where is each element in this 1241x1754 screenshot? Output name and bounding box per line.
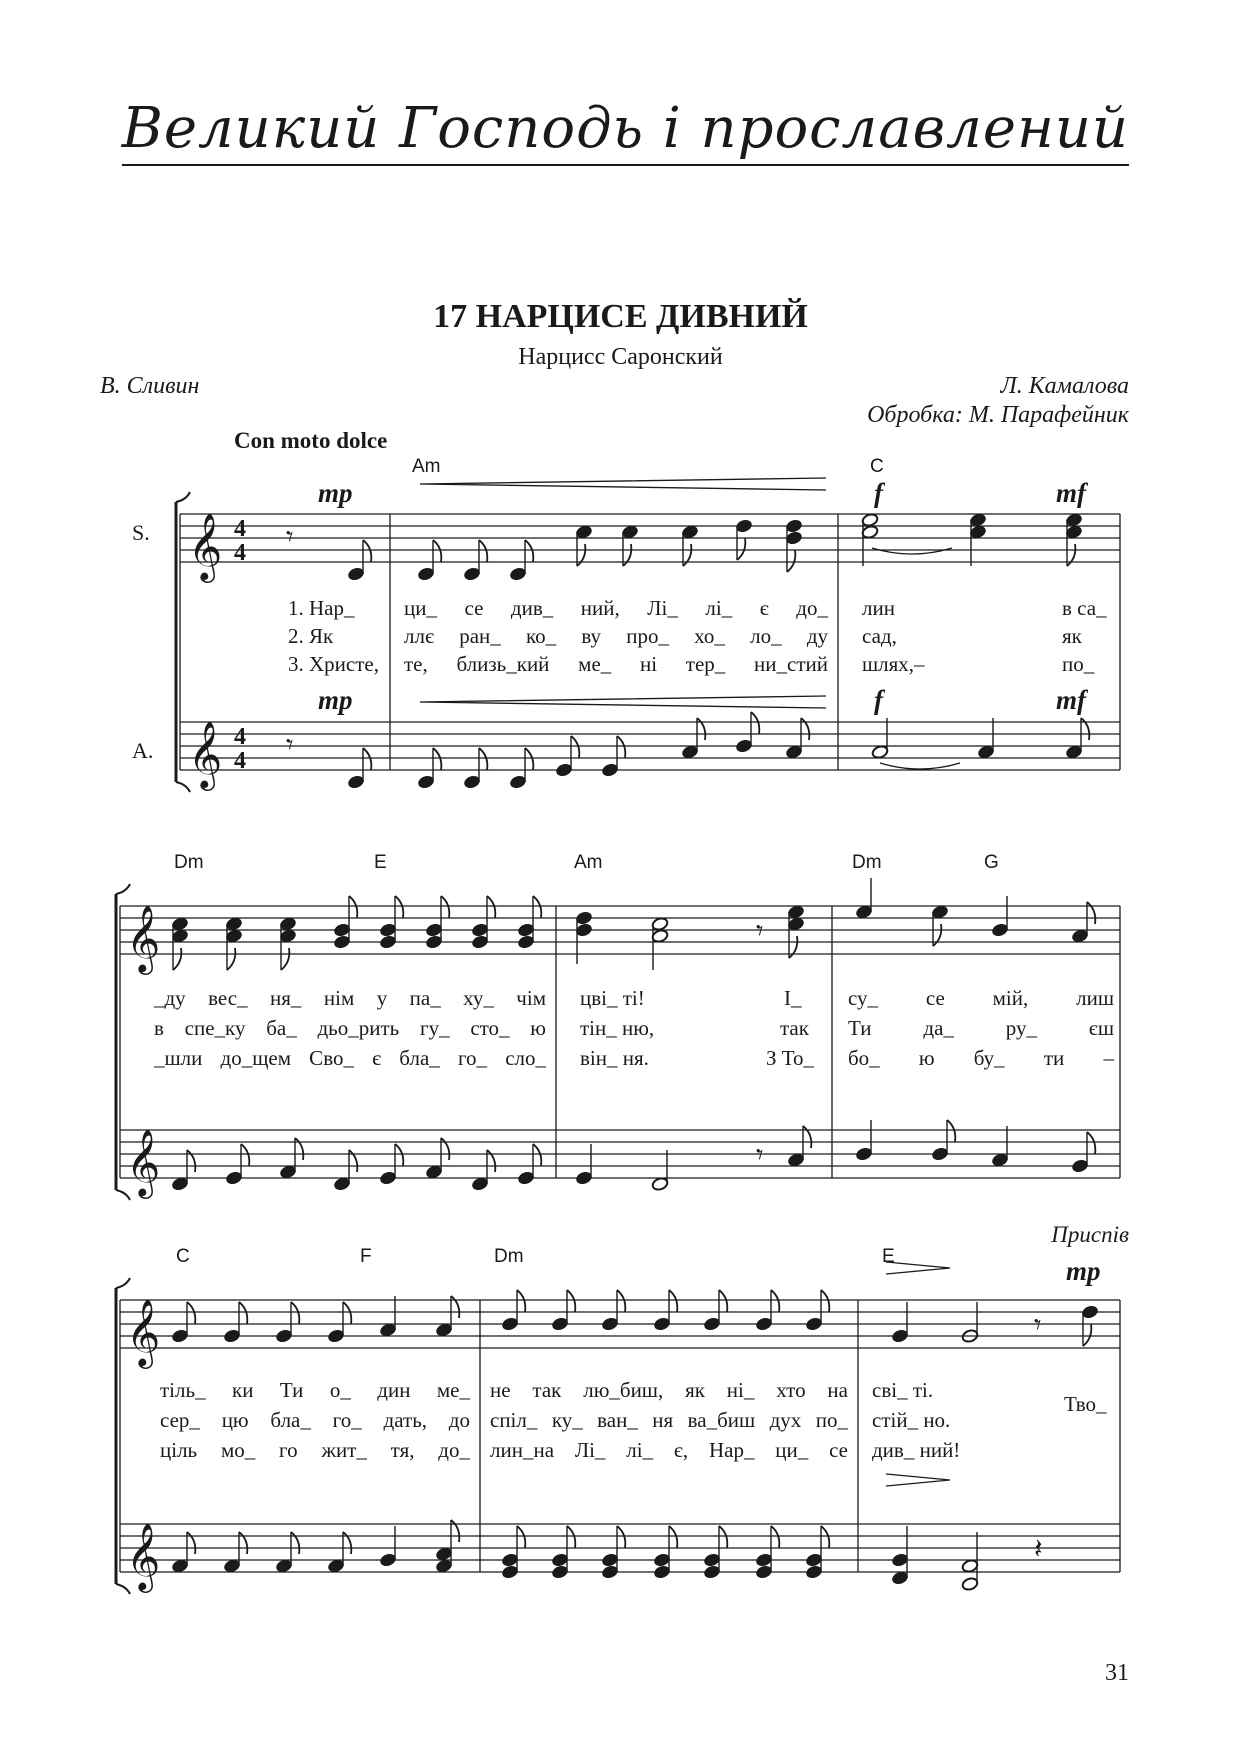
- note-head: [601, 1565, 619, 1580]
- lyric-line: су_ се мій, лиш: [848, 986, 1114, 1010]
- note-head: [435, 1323, 453, 1338]
- note-head: [225, 1171, 243, 1186]
- note-flag: [737, 538, 745, 560]
- note-head: [275, 1559, 293, 1574]
- note-flag: [821, 1290, 829, 1312]
- refrain-label: Приспів: [1051, 1222, 1129, 1247]
- note-flag: [433, 748, 441, 770]
- note-head: [471, 923, 489, 938]
- note-flag: [577, 544, 585, 566]
- note-head: [969, 525, 987, 540]
- note-head: [379, 1323, 397, 1338]
- chord-symbol: E: [882, 1246, 895, 1267]
- note-flag: [669, 1526, 677, 1548]
- eighth-rest-icon: 𝄾: [286, 730, 294, 761]
- note-flag: [343, 1302, 351, 1324]
- lyric-line: бо_ ю бу_ ти –: [848, 1046, 1114, 1070]
- dynamic-marking: f: [874, 478, 883, 508]
- lyric-line: тіль_ ки Ти о_ дин ме_: [160, 1378, 470, 1402]
- note-flag: [1083, 1324, 1091, 1346]
- lyric-line: цві_ ті!: [580, 986, 645, 1010]
- treble-clef-icon: 𝄞: [126, 1524, 161, 1589]
- note-flag: [227, 948, 235, 970]
- note-head: [333, 1177, 351, 1192]
- note-head: [379, 935, 397, 950]
- alto-label: A.: [132, 738, 154, 763]
- note-head: [755, 1553, 773, 1568]
- note-flag: [395, 1144, 403, 1166]
- note-flag: [187, 1302, 195, 1324]
- note-head: [861, 513, 879, 528]
- note-flag: [441, 896, 449, 918]
- note-flag: [239, 1302, 247, 1324]
- note-head: [735, 739, 753, 754]
- note-head: [501, 1553, 519, 1568]
- note-head: [977, 745, 995, 760]
- note-head: [327, 1559, 345, 1574]
- note-head: [1065, 745, 1083, 760]
- lyric-line: лин_на Лі_ лі_ є, Нар_ ци_ се: [490, 1438, 848, 1462]
- note-flag: [433, 540, 441, 562]
- treble-clef-icon: 𝄞: [126, 1300, 161, 1365]
- note-flag: [295, 1138, 303, 1160]
- note-flag: [533, 1144, 541, 1166]
- lyric-line: в спе_ку ба_ дьо_рить гу_ сто_ ю: [154, 1016, 546, 1040]
- dynamic-marking: f: [874, 685, 883, 715]
- note-flag: [617, 736, 625, 758]
- note-head: [931, 905, 949, 920]
- note-head: [871, 745, 889, 760]
- tie: [872, 548, 952, 554]
- note-flag: [787, 550, 795, 572]
- note-head: [787, 917, 805, 932]
- note-flag: [187, 1532, 195, 1554]
- note-head: [517, 935, 535, 950]
- note-head: [961, 1577, 979, 1592]
- note-head: [735, 519, 753, 534]
- note-head: [891, 1553, 909, 1568]
- note-head: [787, 1153, 805, 1168]
- note-head: [785, 531, 803, 546]
- tie: [880, 763, 960, 769]
- note-flag: [451, 1296, 459, 1318]
- lyric-line: так: [780, 1016, 809, 1040]
- note-flag: [451, 1520, 459, 1542]
- note-flag: [343, 1532, 351, 1554]
- note-flag: [697, 718, 705, 740]
- note-head: [1065, 513, 1083, 528]
- note-head: [755, 1317, 773, 1332]
- lyric-line: лин: [862, 596, 895, 620]
- note-head: [225, 929, 243, 944]
- note-head: [575, 923, 593, 938]
- note-head: [681, 525, 699, 540]
- note-head: [785, 519, 803, 534]
- note-head: [855, 1147, 873, 1162]
- note-head: [805, 1565, 823, 1580]
- note-head: [171, 1329, 189, 1344]
- note-head: [575, 1171, 593, 1186]
- lyric-line: стій_ но.: [872, 1408, 951, 1432]
- note-head: [703, 1553, 721, 1568]
- book-title: Великий Господь і прославлений: [122, 98, 1129, 166]
- note-head: [509, 775, 527, 790]
- dynamic-marking: mp: [1066, 1256, 1101, 1286]
- song-title: 17 НАРЦИСЕ ДИВНИЙ: [433, 298, 808, 335]
- note-flag: [801, 718, 809, 740]
- dynamic-marking: mp: [318, 478, 353, 508]
- note-head: [785, 745, 803, 760]
- note-head: [601, 1317, 619, 1332]
- tempo-marking: Con moto dolce: [234, 428, 388, 453]
- note-head: [223, 1329, 241, 1344]
- chord-symbol: C: [176, 1246, 190, 1267]
- note-head: [171, 1559, 189, 1574]
- note-flag: [789, 936, 797, 958]
- note-flag: [719, 1526, 727, 1548]
- note-head: [555, 763, 573, 778]
- eighth-rest-icon: 𝄾: [286, 522, 294, 553]
- note-head: [171, 1177, 189, 1192]
- note-head: [425, 935, 443, 950]
- note-head: [681, 745, 699, 760]
- note-flag: [363, 540, 371, 562]
- lyric-line: сер_ цю бла_ го_ дать, до: [160, 1408, 470, 1432]
- lyric-line: те, близь_кий ме_ ні тер_ ни_стий: [404, 652, 828, 676]
- note-head: [417, 567, 435, 582]
- note-head: [703, 1317, 721, 1332]
- note-flag: [517, 1526, 525, 1548]
- note-flag: [947, 1120, 955, 1142]
- note-flag: [617, 1290, 625, 1312]
- lyric-line: тін_ ню,: [580, 1016, 655, 1040]
- note-head: [517, 923, 535, 938]
- note-head: [931, 1147, 949, 1162]
- note-head: [651, 929, 669, 944]
- note-head: [653, 1553, 671, 1568]
- note-flag: [363, 748, 371, 770]
- note-flag: [623, 544, 631, 566]
- note-flag: [487, 896, 495, 918]
- chord-symbol: Dm: [494, 1246, 524, 1267]
- note-head: [509, 567, 527, 582]
- note-head: [333, 923, 351, 938]
- note-head: [171, 929, 189, 944]
- lyric-line: З То_: [766, 1046, 815, 1070]
- lyric-line: спіл_ ку_ ван_ ня ва_биш дух по_: [490, 1408, 848, 1432]
- eighth-rest-icon: 𝄾: [1034, 1310, 1042, 1341]
- note-head: [861, 525, 879, 540]
- arranger: Обробка: М. Парафейник: [867, 402, 1129, 428]
- note-flag: [821, 1526, 829, 1548]
- note-flag: [933, 924, 941, 946]
- note-head: [651, 917, 669, 932]
- note-flag: [567, 1290, 575, 1312]
- chord-symbol: Dm: [174, 852, 204, 873]
- note-head: [891, 1571, 909, 1586]
- eighth-rest-icon: 𝄾: [756, 1140, 764, 1171]
- time-signature-top: 4: [234, 516, 246, 542]
- lyric-line: 1. Нар_: [288, 596, 355, 620]
- note-head: [969, 513, 987, 528]
- quarter-rest-icon: 𝄽: [1034, 1534, 1043, 1565]
- chord-symbol: F: [360, 1246, 372, 1267]
- note-head: [703, 1565, 721, 1580]
- note-head: [805, 1317, 823, 1332]
- note-flag: [771, 1526, 779, 1548]
- page-number: 31: [1105, 1660, 1129, 1686]
- note-head: [171, 917, 189, 932]
- note-flag: [571, 736, 579, 758]
- note-flag: [1087, 1132, 1095, 1154]
- note-flag: [281, 948, 289, 970]
- note-flag: [291, 1532, 299, 1554]
- note-head: [225, 917, 243, 932]
- treble-clef-icon: 𝄞: [126, 1130, 161, 1195]
- lyric-line: Ти да_ ру_ єш: [848, 1016, 1114, 1040]
- note-head: [551, 1317, 569, 1332]
- chord-symbol: E: [374, 852, 387, 873]
- lyric-line: сад,: [862, 624, 897, 648]
- note-head: [471, 935, 489, 950]
- lyric-line: він_ ня.: [580, 1046, 649, 1070]
- note-head: [501, 1317, 519, 1332]
- note-head: [275, 1329, 293, 1344]
- note-head: [891, 1329, 909, 1344]
- chord-symbol: Am: [412, 456, 441, 477]
- note-head: [787, 905, 805, 920]
- note-head: [1065, 525, 1083, 540]
- dynamic-marking: mf: [1056, 685, 1086, 715]
- time-signature-top: 4: [234, 724, 246, 750]
- note-flag: [567, 1526, 575, 1548]
- note-head: [435, 1559, 453, 1574]
- note-head: [551, 1553, 569, 1568]
- note-flag: [241, 1144, 249, 1166]
- note-flag: [479, 540, 487, 562]
- note-head: [651, 1177, 669, 1192]
- note-flag: [291, 1302, 299, 1324]
- note-flag: [803, 1126, 811, 1148]
- note-flag: [525, 748, 533, 770]
- note-head: [501, 1565, 519, 1580]
- note-head: [279, 1165, 297, 1180]
- note-head: [463, 567, 481, 582]
- note-flag: [751, 712, 759, 734]
- note-flag: [441, 1138, 449, 1160]
- chord-symbol: Dm: [852, 852, 882, 873]
- lyric-line: в са_: [1062, 596, 1107, 620]
- note-head: [425, 1165, 443, 1180]
- note-head: [991, 1153, 1009, 1168]
- note-flag: [771, 1290, 779, 1312]
- lyric-line: ци_ се див_ ний, Лі_ лі_ є до_: [404, 596, 828, 620]
- note-head: [1071, 929, 1089, 944]
- note-head: [575, 525, 593, 540]
- note-head: [991, 923, 1009, 938]
- note-flag: [1081, 718, 1089, 740]
- chord-symbol: G: [984, 852, 999, 873]
- treble-clef-icon: 𝄞: [126, 906, 161, 971]
- lyric-line: шлях,–: [862, 652, 925, 676]
- note-head: [961, 1559, 979, 1574]
- lyricist: В. Сливин: [100, 373, 200, 399]
- note-flag: [395, 896, 403, 918]
- soprano-label: S.: [132, 520, 150, 545]
- lyric-line: сві_ ті.: [872, 1378, 934, 1402]
- lyric-line: по_: [1062, 652, 1095, 676]
- note-flag: [533, 896, 541, 918]
- note-flag: [349, 896, 357, 918]
- chord-symbol: Am: [574, 852, 603, 873]
- note-flag: [683, 544, 691, 566]
- lyric-line: не так лю_биш, як ні_ хто на: [490, 1378, 848, 1402]
- note-head: [223, 1559, 241, 1574]
- lyric-line: як: [1062, 624, 1082, 648]
- note-head: [435, 1547, 453, 1562]
- note-head: [425, 923, 443, 938]
- note-flag: [525, 540, 533, 562]
- note-flag: [487, 1150, 495, 1172]
- composer: Л. Камалова: [1000, 373, 1129, 399]
- song-subtitle: Нарцисс Саронский: [518, 344, 723, 370]
- lyric-line: 2. Як: [288, 624, 334, 648]
- lyric-line: 3. Христе,: [288, 652, 379, 676]
- note-head: [1071, 1159, 1089, 1174]
- treble-clef-icon: 𝄞: [188, 722, 223, 787]
- note-head: [379, 1171, 397, 1186]
- note-head: [347, 567, 365, 582]
- lyric-line: ллє ран_ ко_ ву про_ хо_ ло_ ду: [404, 624, 828, 648]
- note-flag: [1087, 902, 1095, 924]
- note-head: [417, 775, 435, 790]
- note-head: [601, 763, 619, 778]
- note-flag: [239, 1532, 247, 1554]
- note-head: [279, 917, 297, 932]
- note-head: [551, 1565, 569, 1580]
- note-flag: [719, 1290, 727, 1312]
- note-head: [463, 775, 481, 790]
- note-head: [333, 935, 351, 950]
- note-head: [327, 1329, 345, 1344]
- chord-symbol: C: [870, 456, 884, 477]
- note-head: [575, 911, 593, 926]
- lyric-line: _шли до_щем Сво_ є бла_ го_ сло_: [154, 1046, 546, 1070]
- note-flag: [173, 948, 181, 970]
- treble-clef-icon: 𝄞: [188, 514, 223, 579]
- note-head: [855, 905, 873, 920]
- note-head: [471, 1177, 489, 1192]
- lyric-line: див_ ний!: [872, 1438, 961, 1462]
- note-head: [755, 1565, 773, 1580]
- lyric-line: ціль мо_ го жит_ тя, до_: [160, 1438, 470, 1462]
- note-flag: [617, 1526, 625, 1548]
- note-head: [621, 525, 639, 540]
- eighth-rest-icon: 𝄾: [756, 916, 764, 947]
- note-flag: [349, 1150, 357, 1172]
- note-head: [805, 1553, 823, 1568]
- note-flag: [187, 1150, 195, 1172]
- note-head: [347, 775, 365, 790]
- note-head: [379, 923, 397, 938]
- lyric-line: Тво_: [1064, 1392, 1107, 1416]
- note-head: [279, 929, 297, 944]
- note-head: [601, 1553, 619, 1568]
- time-signature-bottom: 4: [234, 748, 246, 774]
- dynamic-marking: mf: [1056, 478, 1086, 508]
- lyric-line: _ду вес_ ня_ нім у па_ ху_ чім: [154, 986, 546, 1010]
- note-flag: [1067, 544, 1075, 566]
- note-head: [517, 1171, 535, 1186]
- note-head: [379, 1553, 397, 1568]
- dynamic-marking: mp: [318, 685, 353, 715]
- staff-lines: [120, 906, 1120, 1178]
- note-head: [653, 1317, 671, 1332]
- time-signature-bottom: 4: [234, 540, 246, 566]
- note-flag: [669, 1290, 677, 1312]
- note-flag: [479, 748, 487, 770]
- lyric-line: І_: [784, 986, 802, 1010]
- note-head: [653, 1565, 671, 1580]
- note-flag: [517, 1290, 525, 1312]
- note-head: [1081, 1305, 1099, 1320]
